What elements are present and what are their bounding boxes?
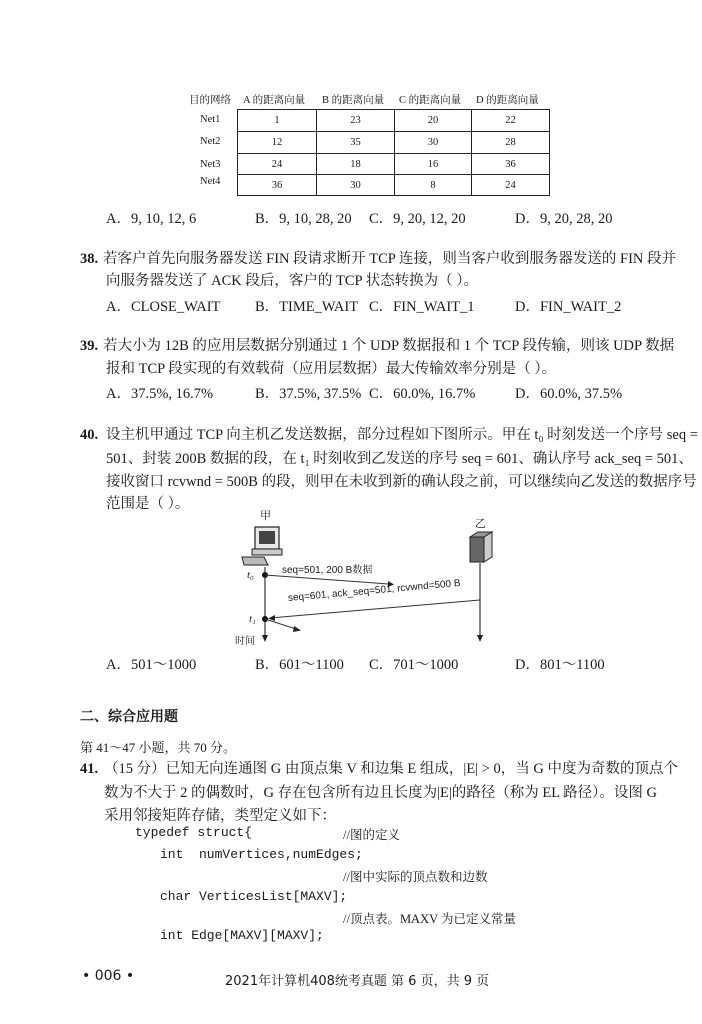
row-label: Net2 bbox=[200, 136, 221, 147]
table-cell: 30 bbox=[317, 175, 395, 196]
header-a-vector: A 的距离向量 bbox=[243, 95, 306, 106]
option-a: A．501～1000 bbox=[106, 657, 197, 673]
option-d: D．60.0%, 37.5% bbox=[515, 386, 623, 402]
code-line: typedef struct{ bbox=[135, 825, 253, 840]
section-subtitle: 第 41～47 小题，共 70 分。 bbox=[80, 740, 237, 755]
option-c: C．FIN_WAIT_1 bbox=[369, 299, 475, 315]
table-row bbox=[238, 132, 550, 154]
distance-vector-table bbox=[237, 109, 550, 196]
footer-title: 2021年计算机408统考真题 第 6 页，共 9 页 bbox=[225, 974, 490, 989]
question-text: （15 分）已知无向连通图 G 由顶点集 V 和边集 E 组成，|E| > 0，当 G 中度为奇数的顶点个 bbox=[104, 761, 678, 777]
time-axis-label: 时间 bbox=[235, 636, 255, 647]
table-cell: 36 bbox=[238, 175, 317, 196]
option-c: C．60.0%, 16.7% bbox=[369, 386, 476, 402]
section-title: 二、综合应用题 bbox=[80, 709, 178, 725]
question-text: 若大小为 12B 的应用层数据分别通过 1 个 UDP 数据报和 1 个 TCP 段传输，则该 UDP 数据 bbox=[103, 338, 675, 354]
row-label: Net4 bbox=[200, 176, 221, 187]
code-comment: //顶点表。MAXV 为已定义常量 bbox=[343, 912, 517, 926]
option-b: B．9, 10, 28, 20 bbox=[255, 211, 352, 227]
option-a: A．9, 10, 12, 6 bbox=[106, 211, 197, 227]
header-dest-network: 目的网络 bbox=[189, 95, 231, 106]
table-row bbox=[238, 175, 550, 196]
table-cell: 8 bbox=[395, 175, 472, 196]
question-number: 39. bbox=[80, 338, 99, 354]
message-1-label: seq=501, 200 B数据 bbox=[282, 565, 373, 576]
table-row bbox=[238, 154, 550, 175]
question-text: 接收窗口 rcvwnd = 500B 的段，则甲在未收到新的确认段之前，可以继续向乙发送的数据序号 bbox=[106, 474, 697, 490]
table-cell: 12 bbox=[238, 132, 317, 154]
table-cell: 1 bbox=[238, 110, 317, 132]
question-number: 40. bbox=[80, 427, 99, 443]
option-a: A．37.5%, 16.7% bbox=[106, 386, 214, 402]
table-row bbox=[238, 110, 550, 132]
question-text: 若客户首先向服务器发送 FIN 段请求断开 TCP 连接，则当客户收到服务器发送的 FIN 段并 bbox=[103, 251, 677, 267]
option-c: C．9, 20, 12, 20 bbox=[369, 211, 466, 227]
question-number: 38. bbox=[80, 251, 99, 267]
table-cell: 22 bbox=[472, 110, 550, 132]
table-cell: 24 bbox=[238, 154, 317, 175]
host-b-label: 乙 bbox=[475, 518, 486, 530]
table-cell: 20 bbox=[395, 110, 472, 132]
server-icon bbox=[470, 532, 492, 562]
option-b: B．TIME_WAIT bbox=[255, 299, 359, 315]
question-text: 范围是（ ）。 bbox=[106, 496, 190, 512]
code-comment: //图中实际的顶点数和边数 bbox=[343, 870, 488, 884]
table-cell: 23 bbox=[317, 110, 395, 132]
header-d-vector: D 的距离向量 bbox=[476, 95, 539, 106]
t0-label: t₀ bbox=[247, 569, 254, 581]
question-text: 设主机甲通过 TCP 向主机乙发送数据，部分过程如下图所示。甲在 t₀ 时刻发送一个序号 seq = bbox=[106, 427, 698, 443]
code-comment: //图的定义 bbox=[343, 828, 400, 842]
host-a-label: 甲 bbox=[260, 510, 271, 522]
table-cell: 28 bbox=[472, 132, 550, 154]
row-label: Net1 bbox=[200, 114, 221, 125]
question-text: 向服务器发送了 ACK 段后，客户的 TCP 状态转换为（ ）。 bbox=[106, 273, 479, 289]
header-b-vector: B 的距离向量 bbox=[322, 95, 385, 106]
question-text: 数为不大于 2 的偶数时，G 存在包含所有边且长度为|E|的路径（称为 EL 路径）。设图 G bbox=[104, 785, 658, 801]
question-text: 报和 TCP 段实现的有效载荷（应用层数据）最大传输效率分别是（ ）。 bbox=[106, 361, 557, 377]
question-text: 采用邻接矩阵存储，类型定义如下： bbox=[104, 808, 336, 824]
computer-icon bbox=[242, 527, 282, 565]
row-label: Net3 bbox=[200, 159, 221, 170]
t1-label: t₁ bbox=[249, 613, 256, 625]
code-line: char VerticesList[MAXV]; bbox=[160, 889, 348, 904]
option-a: A．CLOSE_WAIT bbox=[106, 299, 221, 315]
option-d: D．FIN_WAIT_2 bbox=[515, 299, 622, 315]
table-cell: 35 bbox=[317, 132, 395, 154]
option-b: B．37.5%, 37.5% bbox=[255, 386, 362, 402]
message-2-label: seq=601, ack_seq=501, rcvwnd=500 B bbox=[287, 577, 462, 604]
tcp-sequence-diagram bbox=[230, 505, 510, 645]
table-cell: 18 bbox=[317, 154, 395, 175]
option-b: B．601～1100 bbox=[255, 657, 344, 673]
page-mark: • 006 • bbox=[82, 968, 135, 984]
table-cell: 16 bbox=[395, 154, 472, 175]
header-c-vector: C 的距离向量 bbox=[399, 95, 462, 106]
option-d: D．801～1100 bbox=[515, 657, 605, 673]
code-line: int Edge[MAXV][MAXV]; bbox=[160, 928, 324, 943]
table-cell: 36 bbox=[472, 154, 550, 175]
option-c: C．701～1000 bbox=[369, 657, 459, 673]
table-cell: 24 bbox=[472, 175, 550, 196]
option-d: D．9, 20, 28, 20 bbox=[515, 211, 613, 227]
question-text: 501、封装 200B 数据的段，在 t₁ 时刻收到乙发送的序号 seq = 601、确认序号 ack_seq = 501、 bbox=[106, 451, 693, 467]
question-number: 41. bbox=[80, 761, 99, 777]
table-cell: 30 bbox=[395, 132, 472, 154]
code-line: int numVertices,numEdges; bbox=[160, 847, 363, 862]
